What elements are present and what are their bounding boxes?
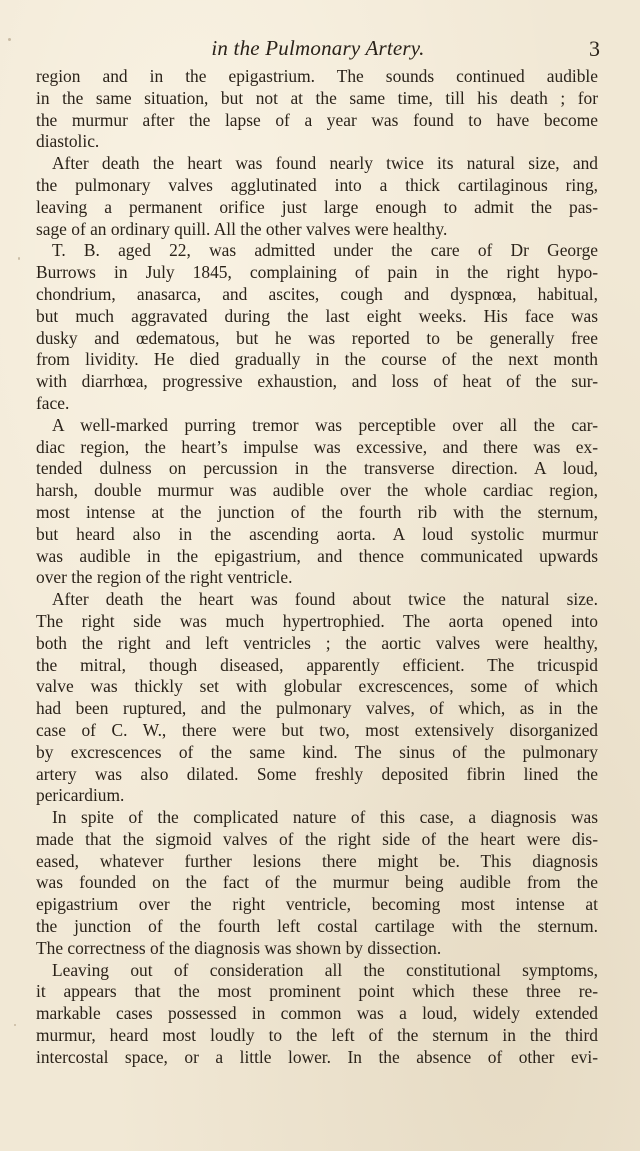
paper-speck	[18, 257, 20, 260]
text-line: region and in the epigastrium. The sounds continued audible	[36, 66, 598, 86]
text-line: from lividity. He died gradually in the course of the next month	[36, 349, 598, 370]
text-line: the junction of the fourth left costal cartilage with the sternum.	[36, 916, 598, 937]
text-line: harsh, double murmur was audible over the whole cardiac region,	[36, 480, 598, 501]
text-line: diac region, the heart’s impulse was excessive, and there was ex-	[36, 436, 598, 457]
text-line: in the same situation, but not at the same time, till his death ; for	[36, 87, 598, 108]
text-line: valve was thickly set with globular excrescences, some of which	[36, 676, 598, 697]
text-line: After death the heart was found nearly twice its natural size, and	[52, 153, 598, 174]
text-line: leaving a permanent orifice just large enough to admit the pas-	[36, 196, 598, 217]
text-line: case of C. W., there were but two, most extensively disorganized	[36, 719, 598, 740]
text-line: both the right and left ventricles ; the aortic valves were healthy,	[36, 632, 598, 653]
body-text	[36, 66, 598, 1069]
text-line: was founded on the fact of the murmur being audible from the	[36, 872, 598, 893]
text-line: T. B. aged 22, was admitted under the care of Dr George	[52, 240, 598, 261]
text-line: by excrescences of the same kind. The sinus of the pulmonary	[36, 741, 598, 762]
text-line: was audible in the epigastrium, and thence communicated upwards	[36, 545, 598, 566]
text-line: eased, whatever further lesions there might be. This diagnosis	[36, 850, 598, 871]
text-line: diastolic.	[36, 131, 100, 152]
text-line: tended dulness on percussion in the transverse direction. A loud,	[36, 458, 598, 479]
text-line: sage of an ordinary quill. All the other valves were healthy.	[36, 218, 448, 239]
text-line: markable cases possessed in common was a loud, widely extended	[36, 1003, 598, 1024]
text-line: epigastrium over the right ventricle, becoming most intense at	[36, 894, 598, 915]
text-line: but heard also in the ascending aorta. A loud systolic murmur	[36, 523, 598, 544]
text-line: A well-marked purring tremor was perceptible over all the car-	[52, 414, 598, 435]
text-line: murmur, heard most loudly to the left of the sternum in the third	[36, 1025, 598, 1046]
text-line: chondrium, anasarca, and ascites, cough and dyspnœa, habitual,	[36, 283, 598, 304]
text-line: most intense at the junction of the fourth rib with the sternum,	[36, 501, 598, 522]
text-line: Burrows in July 1845, complaining of pain in the right hypo-	[36, 262, 598, 283]
text-line: After death the heart was found about twice the natural size.	[52, 589, 598, 610]
text-line: pericardium.	[36, 785, 125, 806]
page-number: 3	[589, 36, 600, 61]
text-line: it appears that the most prominent point which these three re-	[36, 981, 598, 1002]
text-line: made that the sigmoid valves of the right side of the heart were dis-	[36, 828, 598, 849]
text-line: with diarrhœa, progressive exhaustion, and loss of heat of the sur-	[36, 371, 598, 392]
text-line: The correctness of the diagnosis was shown by dissection.	[36, 937, 442, 958]
text-line: In spite of the complicated nature of this case, a diagnosis was	[52, 807, 598, 828]
paper-speck	[14, 1024, 16, 1026]
text-line: face.	[36, 392, 70, 413]
text-line: the mitral, though diseased, apparently efficient. The tricuspid	[36, 654, 598, 675]
text-line: had been ruptured, and the pulmonary valves, of which, as in the	[36, 698, 598, 719]
running-title: in the Pulmonary Artery.	[211, 36, 425, 60]
paper-speck	[8, 38, 11, 41]
text-line: over the region of the right ventricle.	[36, 567, 293, 588]
text-line: The right side was much hypertrophied. The aorta opened into	[36, 610, 598, 631]
text-line: the pulmonary valves agglutinated into a thick cartilaginous ring,	[36, 174, 598, 195]
text-line: Leaving out of consideration all the constitutional symptoms,	[52, 959, 598, 980]
text-line: but much aggravated during the last eight weeks. His face was	[36, 305, 598, 326]
text-line: artery was also dilated. Some freshly deposited fibrin lined the	[36, 763, 598, 784]
text-line: the murmur after the lapse of a year was found to have become	[36, 109, 598, 130]
text-line: intercostal space, or a little lower. In the absence of other evi-	[36, 1046, 598, 1067]
running-head	[36, 36, 600, 66]
text-line: dusky and œdematous, but he was reported to be generally free	[36, 327, 598, 348]
